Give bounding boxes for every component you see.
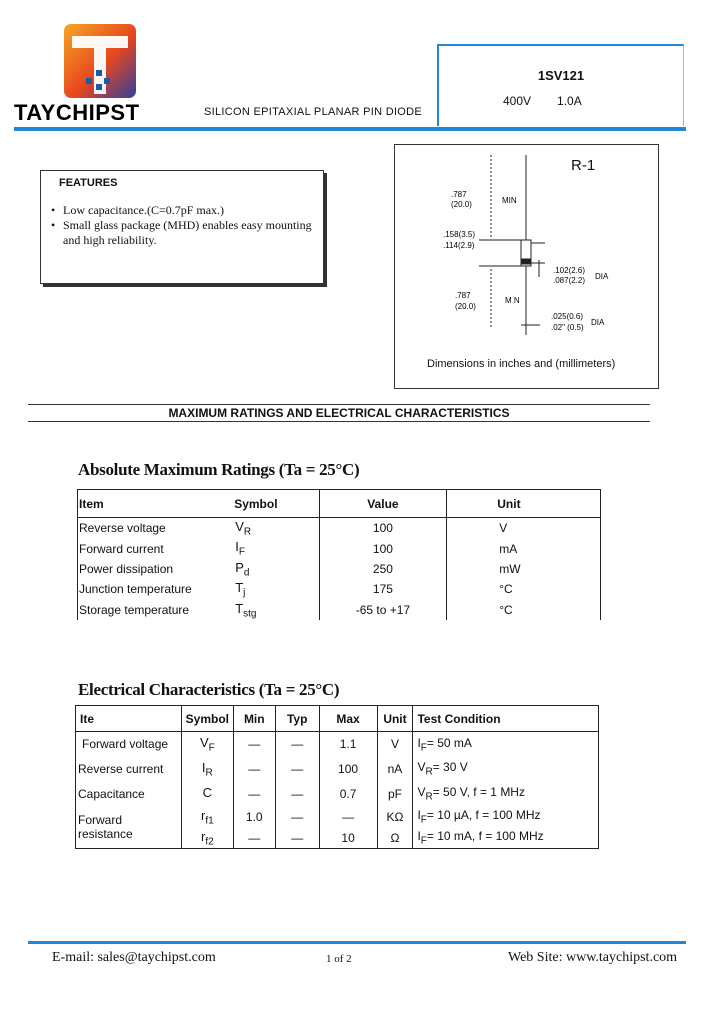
- elec-condition: $V_R= 30$ V: [417, 760, 468, 778]
- abs-item: Junction temperature: [79, 582, 192, 597]
- lead-dia-max: .025(0.6): [551, 312, 584, 321]
- elec-typ: —: [275, 782, 319, 807]
- table-row: [76, 757, 599, 782]
- abs-max-title: Absolute Maximum Ratings (Ta = 25°C): [78, 460, 360, 479]
- lead-top-mm: (20.0): [451, 200, 472, 209]
- elec-unit: nA: [377, 757, 413, 782]
- elec-typ: —: [275, 828, 319, 849]
- abs-item: Reverse voltage: [79, 521, 166, 536]
- abs-value: 100: [319, 518, 447, 539]
- elec-header-item: Ite: [76, 706, 182, 732]
- elec-symbol: $I_R$: [181, 757, 233, 782]
- footer-divider: [28, 941, 686, 944]
- abs-value: 250: [319, 559, 447, 579]
- abs-symbol: $T_{stg}$: [233, 600, 319, 620]
- elec-header-min: Min: [233, 706, 275, 732]
- lead-bot-mm: (20.0): [455, 302, 476, 311]
- footer-email: E-mail: sales@taychipst.com: [52, 950, 216, 965]
- elec-typ: —: [275, 732, 319, 757]
- elec-symbol: $r_{f2}$: [181, 828, 233, 849]
- elec-table: [75, 705, 599, 849]
- elec-condition: $I_F= 10$ mA, f = 100 MHz: [417, 829, 544, 847]
- lead-top-min: MIN: [502, 196, 517, 205]
- abs-max-table: [77, 489, 601, 620]
- elec-unit: Ω: [377, 828, 413, 849]
- table-row: [78, 538, 601, 558]
- elec-header-max: Max: [319, 706, 377, 732]
- abs-value: -65 to +17: [319, 600, 447, 620]
- abs-item: Storage temperature: [79, 602, 190, 617]
- elec-unit: V: [377, 732, 413, 757]
- device-subtitle: SILICON EPITAXIAL PLANAR PIN DIODE: [204, 106, 423, 118]
- lead-bot-inch: .787: [455, 291, 471, 300]
- elec-typ: —: [275, 757, 319, 782]
- body-dia-max: .102(2.6): [553, 266, 586, 275]
- abs-item: Power dissipation: [79, 561, 174, 576]
- rated-voltage: 400V: [503, 94, 532, 108]
- part-number-box: [437, 44, 684, 126]
- rated-current: 1.0A: [557, 94, 582, 108]
- table-row: [78, 518, 601, 539]
- features-title: FEATURES: [59, 177, 118, 189]
- elec-item: Forward resistance: [76, 807, 182, 849]
- elec-max: 1.1: [319, 732, 377, 757]
- elec-symbol: C: [181, 782, 233, 807]
- abs-value: 175: [319, 579, 447, 599]
- lead-top-inch: .787: [451, 190, 467, 199]
- table-row: [76, 807, 599, 828]
- elec-min: —: [233, 757, 275, 782]
- elec-condition: $I_F= 50$ mA: [417, 735, 472, 753]
- elec-min: 1.0: [233, 807, 275, 828]
- elec-max: 0.7: [319, 782, 377, 807]
- section-title: MAXIMUM RATINGS AND ELECTRICAL CHARACTERISTICS: [28, 404, 650, 422]
- body-len-max: .158(3.5): [443, 230, 476, 239]
- brand-name: TAYCHIPST: [14, 100, 140, 125]
- abs-header-unit: Unit: [497, 496, 521, 511]
- abs-value: 100: [319, 538, 447, 558]
- elec-header-typ: Typ: [275, 706, 319, 732]
- footer-website: Web Site: www.taychipst.com: [508, 950, 678, 965]
- abs-unit: V: [499, 521, 508, 536]
- elec-max: —: [319, 807, 377, 828]
- lead-bot-min: M N: [505, 296, 520, 305]
- abs-unit: °C: [499, 602, 513, 617]
- part-number: 1SV121: [537, 68, 585, 83]
- header-divider: [14, 127, 686, 131]
- package-drawing: [394, 144, 659, 389]
- table-row: [78, 579, 601, 599]
- table-row: [76, 732, 599, 757]
- taychipst-logo-icon: [64, 24, 136, 98]
- elec-min: —: [233, 828, 275, 849]
- elec-body: [76, 732, 599, 849]
- abs-header-symbol: Symbol: [233, 490, 319, 518]
- page-number: 1 of 2: [326, 953, 352, 965]
- elec-min: —: [233, 732, 275, 757]
- abs-unit: °C: [499, 582, 513, 597]
- table-row: [78, 559, 601, 579]
- elec-typ: —: [275, 807, 319, 828]
- elec-max: 100: [319, 757, 377, 782]
- elec-item: Forward voltage: [76, 732, 182, 757]
- part-ratings: [503, 94, 608, 108]
- table-row: [76, 782, 599, 807]
- elec-header-condition: Test Condition: [417, 711, 501, 726]
- body-dia-min: .087(2.2): [553, 276, 586, 285]
- elec-header-unit: Unit: [377, 706, 413, 732]
- features-box: [40, 170, 324, 284]
- abs-unit: mA: [499, 541, 518, 556]
- package-outline-diagram: [395, 145, 658, 388]
- package-name: R-1: [571, 157, 596, 174]
- elec-item: Capacitance: [76, 782, 182, 807]
- body-dia-label: DIA: [595, 272, 609, 281]
- abs-symbol: $V_R$: [233, 518, 319, 539]
- body-len-min: .114(2.9): [443, 241, 475, 250]
- elec-unit: pF: [377, 782, 413, 807]
- lead-dia-min: .02" (0.5): [551, 323, 584, 332]
- feature-item: • Low capacitance.(C=0.7pF max.): [51, 203, 321, 218]
- elec-condition: $I_F= 10$ µA, f = 100 MHz: [417, 808, 541, 826]
- abs-unit: mW: [499, 561, 521, 576]
- abs-symbol: $T_j$: [233, 579, 319, 599]
- elec-header-symbol: Symbol: [181, 706, 233, 732]
- table-row: [78, 600, 601, 620]
- elec-symbol: $V_F$: [181, 732, 233, 757]
- dimensions-caption: Dimensions in inches and (millimeters): [427, 358, 616, 370]
- abs-item: Forward current: [79, 541, 164, 556]
- elec-symbol: $r_{f1}$: [181, 807, 233, 828]
- elec-title: Electrical Characteristics (Ta = 25°C): [78, 680, 340, 699]
- abs-symbol: $I_F$: [233, 538, 319, 558]
- elec-min: —: [233, 782, 275, 807]
- abs-header-value: Value: [319, 490, 447, 518]
- elec-item: Reverse current: [76, 757, 182, 782]
- lead-dia-label: DIA: [591, 318, 605, 327]
- abs-header-item: Item: [79, 496, 104, 511]
- elec-max: 10: [319, 828, 377, 849]
- abs-symbol: $P_d$: [233, 559, 319, 579]
- features-list: [51, 203, 321, 248]
- elec-condition: $V_R= 50$ V, f = 1 MHz: [417, 785, 525, 803]
- abs-max-body: [78, 518, 601, 620]
- elec-unit: KΩ: [377, 807, 413, 828]
- feature-item: • Small glass package (MHD) enables easy mounting and high reliability.: [51, 218, 321, 248]
